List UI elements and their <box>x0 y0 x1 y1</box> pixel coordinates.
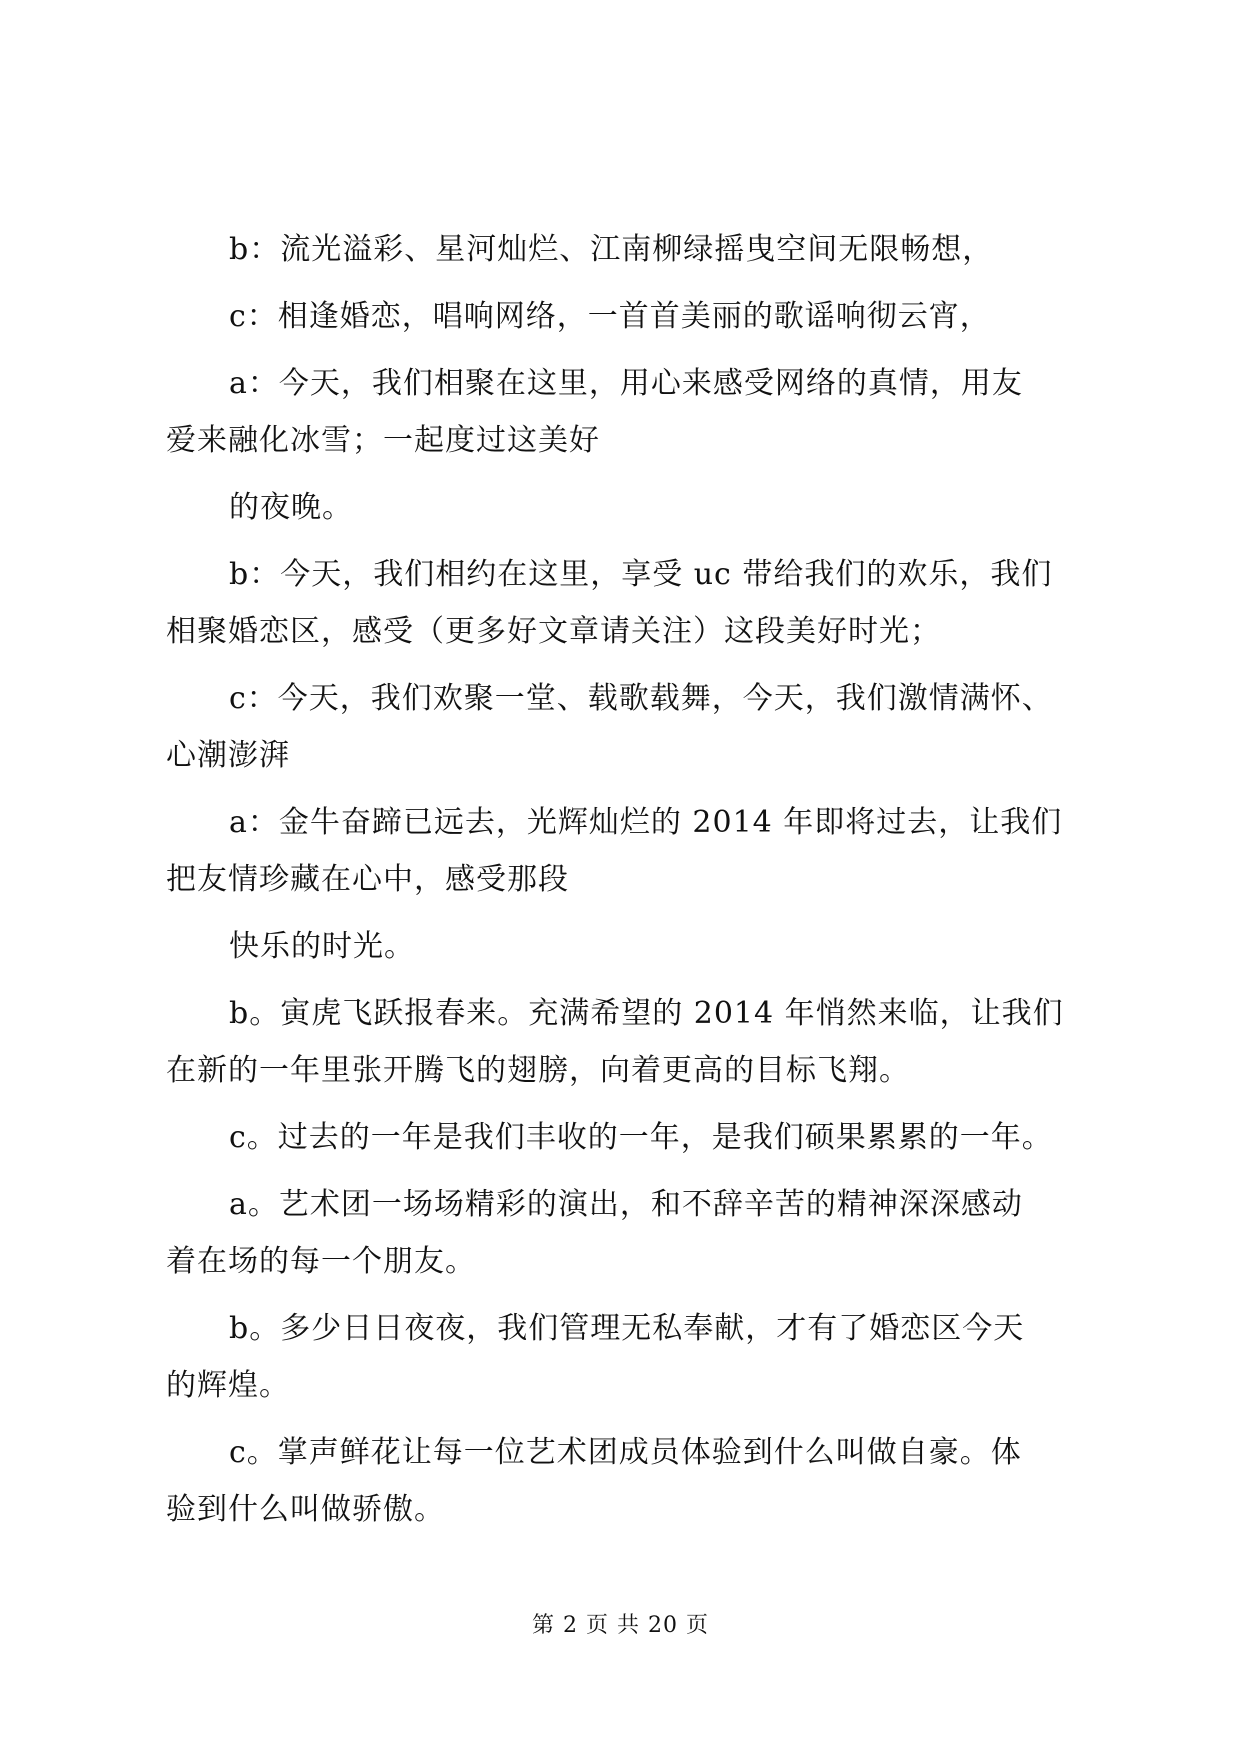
text-line: c。掌声鲜花让每一位艺术团成员体验到什么叫做自豪。体 <box>229 1435 1022 1470</box>
text-line: b。寅虎飞跃报春来。充满希望的 2014 年悄然来临，让我们 <box>229 996 1064 1031</box>
text-line: 相聚婚恋区，感受（更多好文章请关注）这段美好时光； <box>166 614 941 649</box>
page-number-footer: 第 2 页 共 20 页 <box>532 1613 709 1638</box>
text-line: a：金牛奋蹄已远去，光辉灿烂的 2014 年即将过去，让我们 <box>229 805 1063 840</box>
text-line: 爱来融化冰雪；一起度过这美好 <box>166 423 600 458</box>
text-line: 把友情珍藏在心中，感受那段 <box>166 862 569 897</box>
text-line: c：相逢婚恋，唱响网络，一首首美丽的歌谣响彻云宵， <box>229 299 991 334</box>
text-line: b：今天，我们相约在这里，享受 uc 带给我们的欢乐，我们 <box>229 557 1053 592</box>
text-line: b：流光溢彩、星河灿烂、江南柳绿摇曳空间无限畅想， <box>229 232 994 267</box>
text-line: a：今天，我们相聚在这里，用心来感受网络的真情，用友 <box>229 366 1023 401</box>
text-line: 着在场的每一个朋友。 <box>166 1244 476 1279</box>
text-line: 验到什么叫做骄傲。 <box>166 1492 445 1527</box>
text-line: c：今天，我们欢聚一堂、载歌载舞，今天，我们激情满怀、 <box>229 681 1053 716</box>
text-line: 的夜晚。 <box>229 490 353 525</box>
text-line: c。过去的一年是我们丰收的一年，是我们硕果累累的一年。 <box>229 1120 1053 1155</box>
text-line: 的辉煌。 <box>166 1368 290 1403</box>
text-line: 快乐的时光。 <box>229 929 415 964</box>
text-line: a。艺术团一场场精彩的演出，和不辞辛苦的精神深深感动 <box>229 1187 1023 1222</box>
text-line: 心潮澎湃 <box>166 738 290 773</box>
text-line: 在新的一年里张开腾飞的翅膀，向着更高的目标飞翔。 <box>166 1053 910 1088</box>
text-line: b。多少日日夜夜，我们管理无私奉献，才有了婚恋区今天 <box>229 1311 1025 1346</box>
